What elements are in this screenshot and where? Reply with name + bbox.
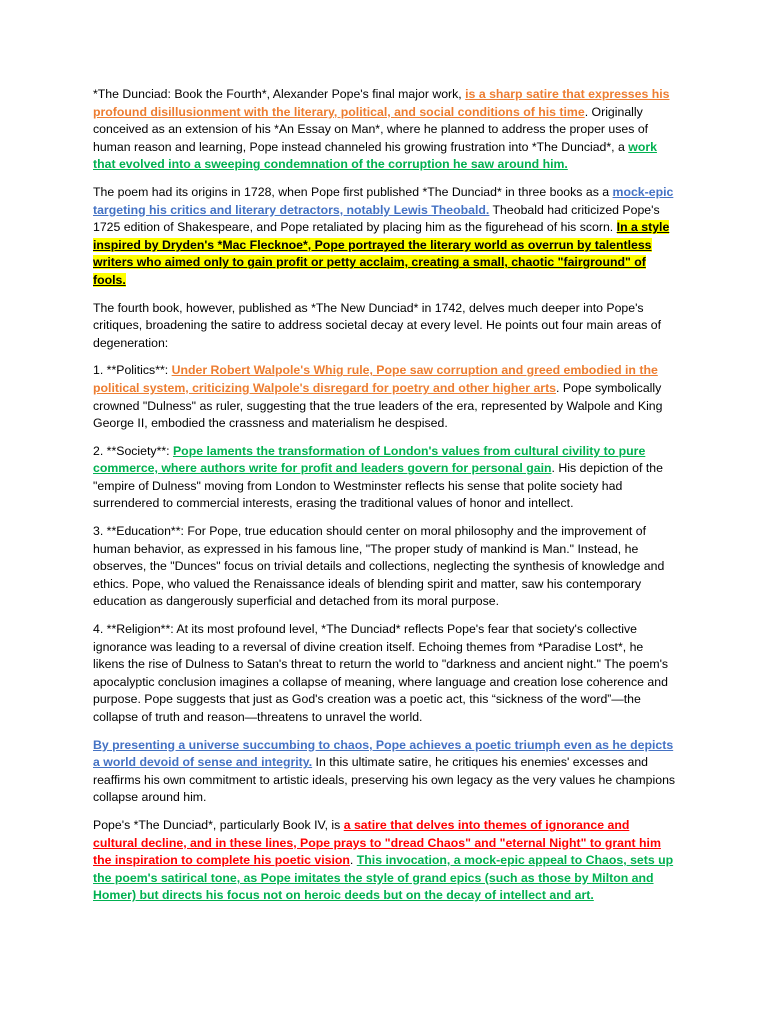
body-text: The fourth book, however, published as *The New Dunciad* in 1742, delves much deeper into Pope's critiques, broadening the satire to address societal decay at every level. He points out four main areas of degeneration: <box>93 300 662 350</box>
highlighted-phrase-green: Pope laments the transformation of London's values from cultural civility to pure commerce, where authors write for profit and leaders govern for personal gain <box>93 443 646 476</box>
paragraph <box>93 737 677 807</box>
highlighted-phrase-yellow: In a style inspired by Dryden's *Mac Flecknoe*, Pope portrayed the literary world as overrun by talentless writers who aimed only to gain profit or petty acclaim, creating a small, chaotic "fairground" of fools. <box>93 220 670 287</box>
body-text: 4. **Religion**: At its most profound level, *The Dunciad* reflects Pope's fear that society's collective ignorance was leading to a reversal of divine creation itself. Echoing themes from *Paradise Lost*, he likens the rise of Dulness to Satan's threat to return the world to "darkness and ancient night." The poem's apocalyptic conclusion imagines a collapse of meaning, where language and creation lose coherence and purpose. Pope suggests that just as God's creation was a poetic act, this “sickness of the word”—the collapse of truth and reason—threatens to unravel the world. <box>93 622 669 724</box>
highlighted-phrase-red: a satire that delves into themes of ignorance and cultural decline, and in these lines, Pope prays to "dread Chaos" and "eternal Night" to grant him the inspiration to complete his poetic vision <box>93 817 661 868</box>
body-text: Theobald had criticized Pope's 1725 edition of Shakespeare, and Pope retaliated by placing him as the figurehead of his scorn. <box>93 202 660 235</box>
body-text: Pope's *The Dunciad*, particularly Book IV, is <box>93 817 344 832</box>
highlighted-phrase-orange: Under Robert Walpole's Whig rule, Pope saw corruption and greed embodied in the political system, criticizing Walpole's disregard for poetry and other higher arts <box>93 363 658 395</box>
body-text: 3. **Education**: For Pope, true education should center on moral philosophy and the improvement of human behavior, as expressed in his famous line, "The proper study of mankind is Man." Instead, he observes, the "Dunces" focus on trivial details and collections, neglecting the synthesis of knowledge and ethics. Pope, who valued the Renaissance ideals of blending spirit and matter, saw his contemporary education as dangerously superficial and detached from its moral purpose. <box>93 524 665 609</box>
body-text: The poem had its origins in 1728, when Pope first published *The Dunciad* in three books as a <box>93 184 613 199</box>
paragraph <box>93 300 677 353</box>
paragraph <box>93 817 677 905</box>
highlighted-phrase-green: This invocation, a mock-epic appeal to Chaos, sets up the poem's satirical tone, as Pope imitates the style of grand epics (such as those by Milton and Homer) but directs his focus not on heroic deeds but on the decay of intellect and art. <box>93 853 674 903</box>
body-text: . <box>349 853 357 868</box>
highlighted-phrase-green: work that evolved into a sweeping condemnation of the corruption he saw around him. <box>93 139 657 172</box>
paragraph <box>93 86 677 174</box>
highlighted-phrase-blue: By presenting a universe succumbing to chaos, Pope achieves a poetic triumph even as he depicts a world devoid of sense and integrity. <box>93 737 674 770</box>
paragraph <box>93 443 677 513</box>
body-text: 1. **Politics**: <box>93 363 172 378</box>
document-body <box>93 86 677 915</box>
body-text: . Originally conceived as an extension of his *An Essay on Man*, where he planned to address the proper uses of human reason and learning, Pope instead channeled his growing frustration into *The Dunciad*, a <box>93 104 649 154</box>
highlighted-phrase-blue: mock-epic targeting his critics and literary detractors, notably Lewis Theobald. <box>93 184 674 217</box>
body-text: . Pope symbolically crowned "Dulness" as ruler, suggesting that the true leaders of the era, represented by Walpole and King George II, embodied the crassness and materialism he despised. <box>93 380 663 431</box>
paragraph <box>93 523 677 611</box>
paragraph <box>93 362 677 432</box>
paragraph <box>93 621 677 727</box>
body-text: In this ultimate satire, he critiques his enemies' excesses and reaffirms his own commitment to artistic ideals, preserving his own legacy as the very values he champions collapse around him. <box>93 755 676 805</box>
body-text: *The Dunciad: Book the Fourth*, Alexander Pope's final major work, <box>93 87 466 101</box>
highlighted-phrase-orange: is a sharp satire that expresses his profound disillusionment with the literary, political, and social conditions of his time <box>93 87 670 119</box>
paragraph <box>93 184 677 290</box>
body-text: 2. **Society**: <box>93 443 173 458</box>
body-text: . His depiction of the "empire of Dulness" moving from London to Westminster reflects his sense that polite society had surrendered to commercial interests, erasing the traditional values of honor and intellect. <box>93 461 663 511</box>
